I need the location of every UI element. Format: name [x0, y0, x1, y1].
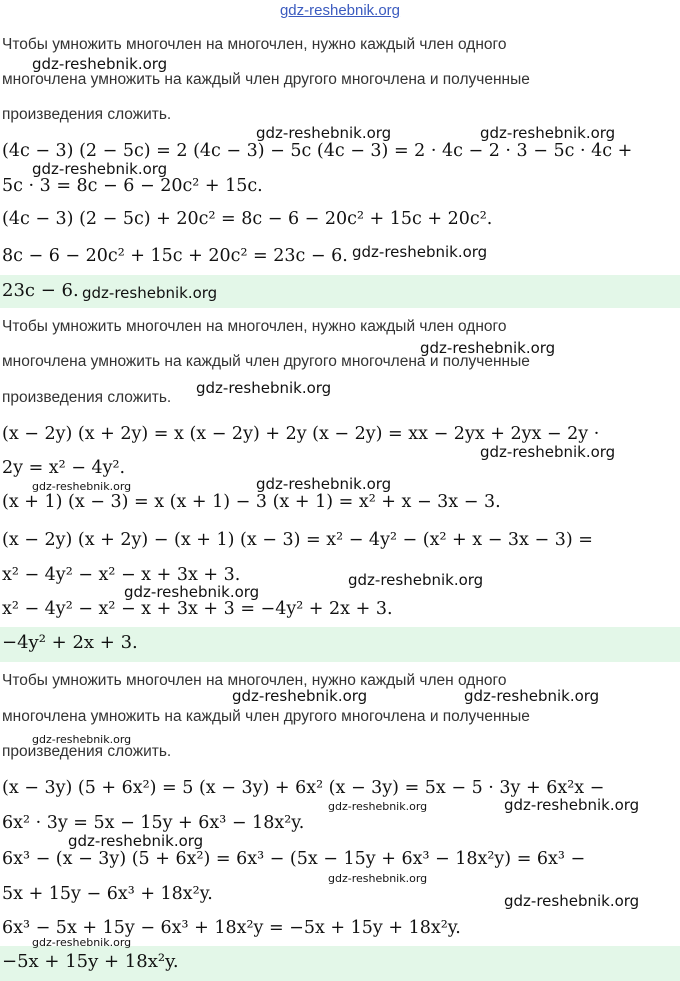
- rule-line-1: Чтобы умножить многочлен на многочлен, нужно каждый член одного: [2, 672, 507, 689]
- watermark: gdz-reshebnik.org: [82, 284, 218, 302]
- math-step: 6x³ − (x − 3y) (5 + 6x²) = 6x³ − (5x − 15y + 6x³ − 18x²y) = 6x³ −: [2, 849, 586, 869]
- answer-value: 23c − 6.: [2, 280, 79, 301]
- watermark: gdz-reshebnik.org: [196, 379, 332, 397]
- math-step: 6x² · 3y = 5x − 15y + 6x³ − 18x²y.: [2, 813, 305, 833]
- watermark: gdz-reshebnik.org: [256, 475, 392, 493]
- math-step: (4c − 3) (2 − 5c) + 20c² = 8c − 6 − 20c² + 15c + 20c².: [2, 209, 493, 229]
- watermark: gdz-reshebnik.org: [32, 55, 168, 73]
- math-step: (x − 2y) (x + 2y) − (x + 1) (x − 3) = x² − 4y² − (x² + x − 3x − 3) =: [2, 530, 593, 550]
- watermark: gdz-reshebnik.org: [68, 832, 204, 850]
- watermark: gdz-reshebnik.org: [32, 733, 132, 746]
- math-step: (x − 3y) (5 + 6x²) = 5 (x − 3y) + 6x² (x − 3y) = 5x − 5 · 3y + 6x²x −: [2, 778, 605, 798]
- watermark: gdz-reshebnik.org: [352, 243, 488, 261]
- answer-value: −4y² + 2x + 3.: [2, 632, 138, 653]
- math-step: x² − 4y² − x² − x + 3x + 3.: [2, 565, 241, 585]
- math-step: (x + 1) (x − 3) = x (x + 1) − 3 (x + 1) = x² + x − 3x − 3.: [2, 492, 501, 512]
- rule-line-3: произведения сложить.: [2, 106, 172, 123]
- watermark: gdz-reshebnik.org: [504, 796, 640, 814]
- watermark: gdz-reshebnik.org: [124, 583, 260, 601]
- rule-line-1: Чтобы умножить многочлен на многочлен, нужно каждый член одного: [2, 318, 507, 335]
- watermark: gdz-reshebnik.org: [348, 571, 484, 589]
- math-step: 2y = x² − 4y².: [2, 458, 126, 478]
- rule-line-2: многочлена умножить на каждый член другого многочлена и полученные: [2, 708, 530, 725]
- answer-box: [0, 627, 680, 662]
- watermark: gdz-reshebnik.org: [480, 443, 616, 461]
- watermark: gdz-reshebnik.org: [480, 124, 616, 142]
- answer-box: [0, 946, 680, 981]
- watermark: gdz-reshebnik.org: [232, 687, 368, 705]
- math-step: x² − 4y² − x² − x + 3x + 3 = −4y² + 2x + 3.: [2, 599, 393, 619]
- math-step: 8c − 6 − 20c² + 15c + 20c² = 23c − 6.: [2, 246, 348, 266]
- watermark: gdz-reshebnik.org: [32, 480, 132, 493]
- watermark: gdz-reshebnik.org: [328, 872, 428, 885]
- math-step-text: (x − 2y) (x + 2y) = x (x − 2y) + 2y (x − 2y) = xx − 2yx + 2yx − 2y ·: [2, 424, 600, 444]
- watermark: gdz-reshebnik.org: [420, 339, 556, 357]
- rule-line-1: Чтобы умножить многочлен на многочлен, нужно каждый член одного: [2, 36, 507, 53]
- math-step: (4c − 3) (2 − 5c) = 2 (4c − 3) − 5c (4c − 3) = 2 · 4c − 2 · 3 − 5c · 4c +: [2, 141, 633, 161]
- rule-line-2: многочлена умножить на каждый член другого многочлена и полученные: [2, 353, 530, 370]
- math-step: 5x + 15y − 6x³ + 18x²y.: [2, 884, 213, 904]
- site-link[interactable]: gdz-reshebnik.org: [279, 2, 401, 19]
- rule-line-3: произведения сложить.: [2, 389, 172, 406]
- watermark: gdz-reshebnik.org: [504, 892, 640, 910]
- math-step: 6x³ − 5x + 15y − 6x³ + 18x²y = −5x + 15y + 18x²y.: [2, 918, 461, 938]
- watermark: gdz-reshebnik.org: [256, 124, 392, 142]
- watermark: gdz-reshebnik.org: [32, 160, 168, 178]
- rule-line-2: многочлена умножить на каждый член другого многочлена и полученные: [2, 71, 530, 88]
- math-step: 5c · 3 = 8c − 6 − 20c² + 15c.: [2, 176, 263, 196]
- rule-line-3: произведения сложить.: [2, 743, 172, 760]
- watermark: gdz-reshebnik.org: [328, 800, 428, 813]
- math-step: [2, 424, 678, 444]
- watermark: gdz-reshebnik.org: [32, 936, 132, 949]
- answer-value: −5x + 15y + 18x²y.: [2, 951, 179, 972]
- watermark: gdz-reshebnik.org: [464, 687, 600, 705]
